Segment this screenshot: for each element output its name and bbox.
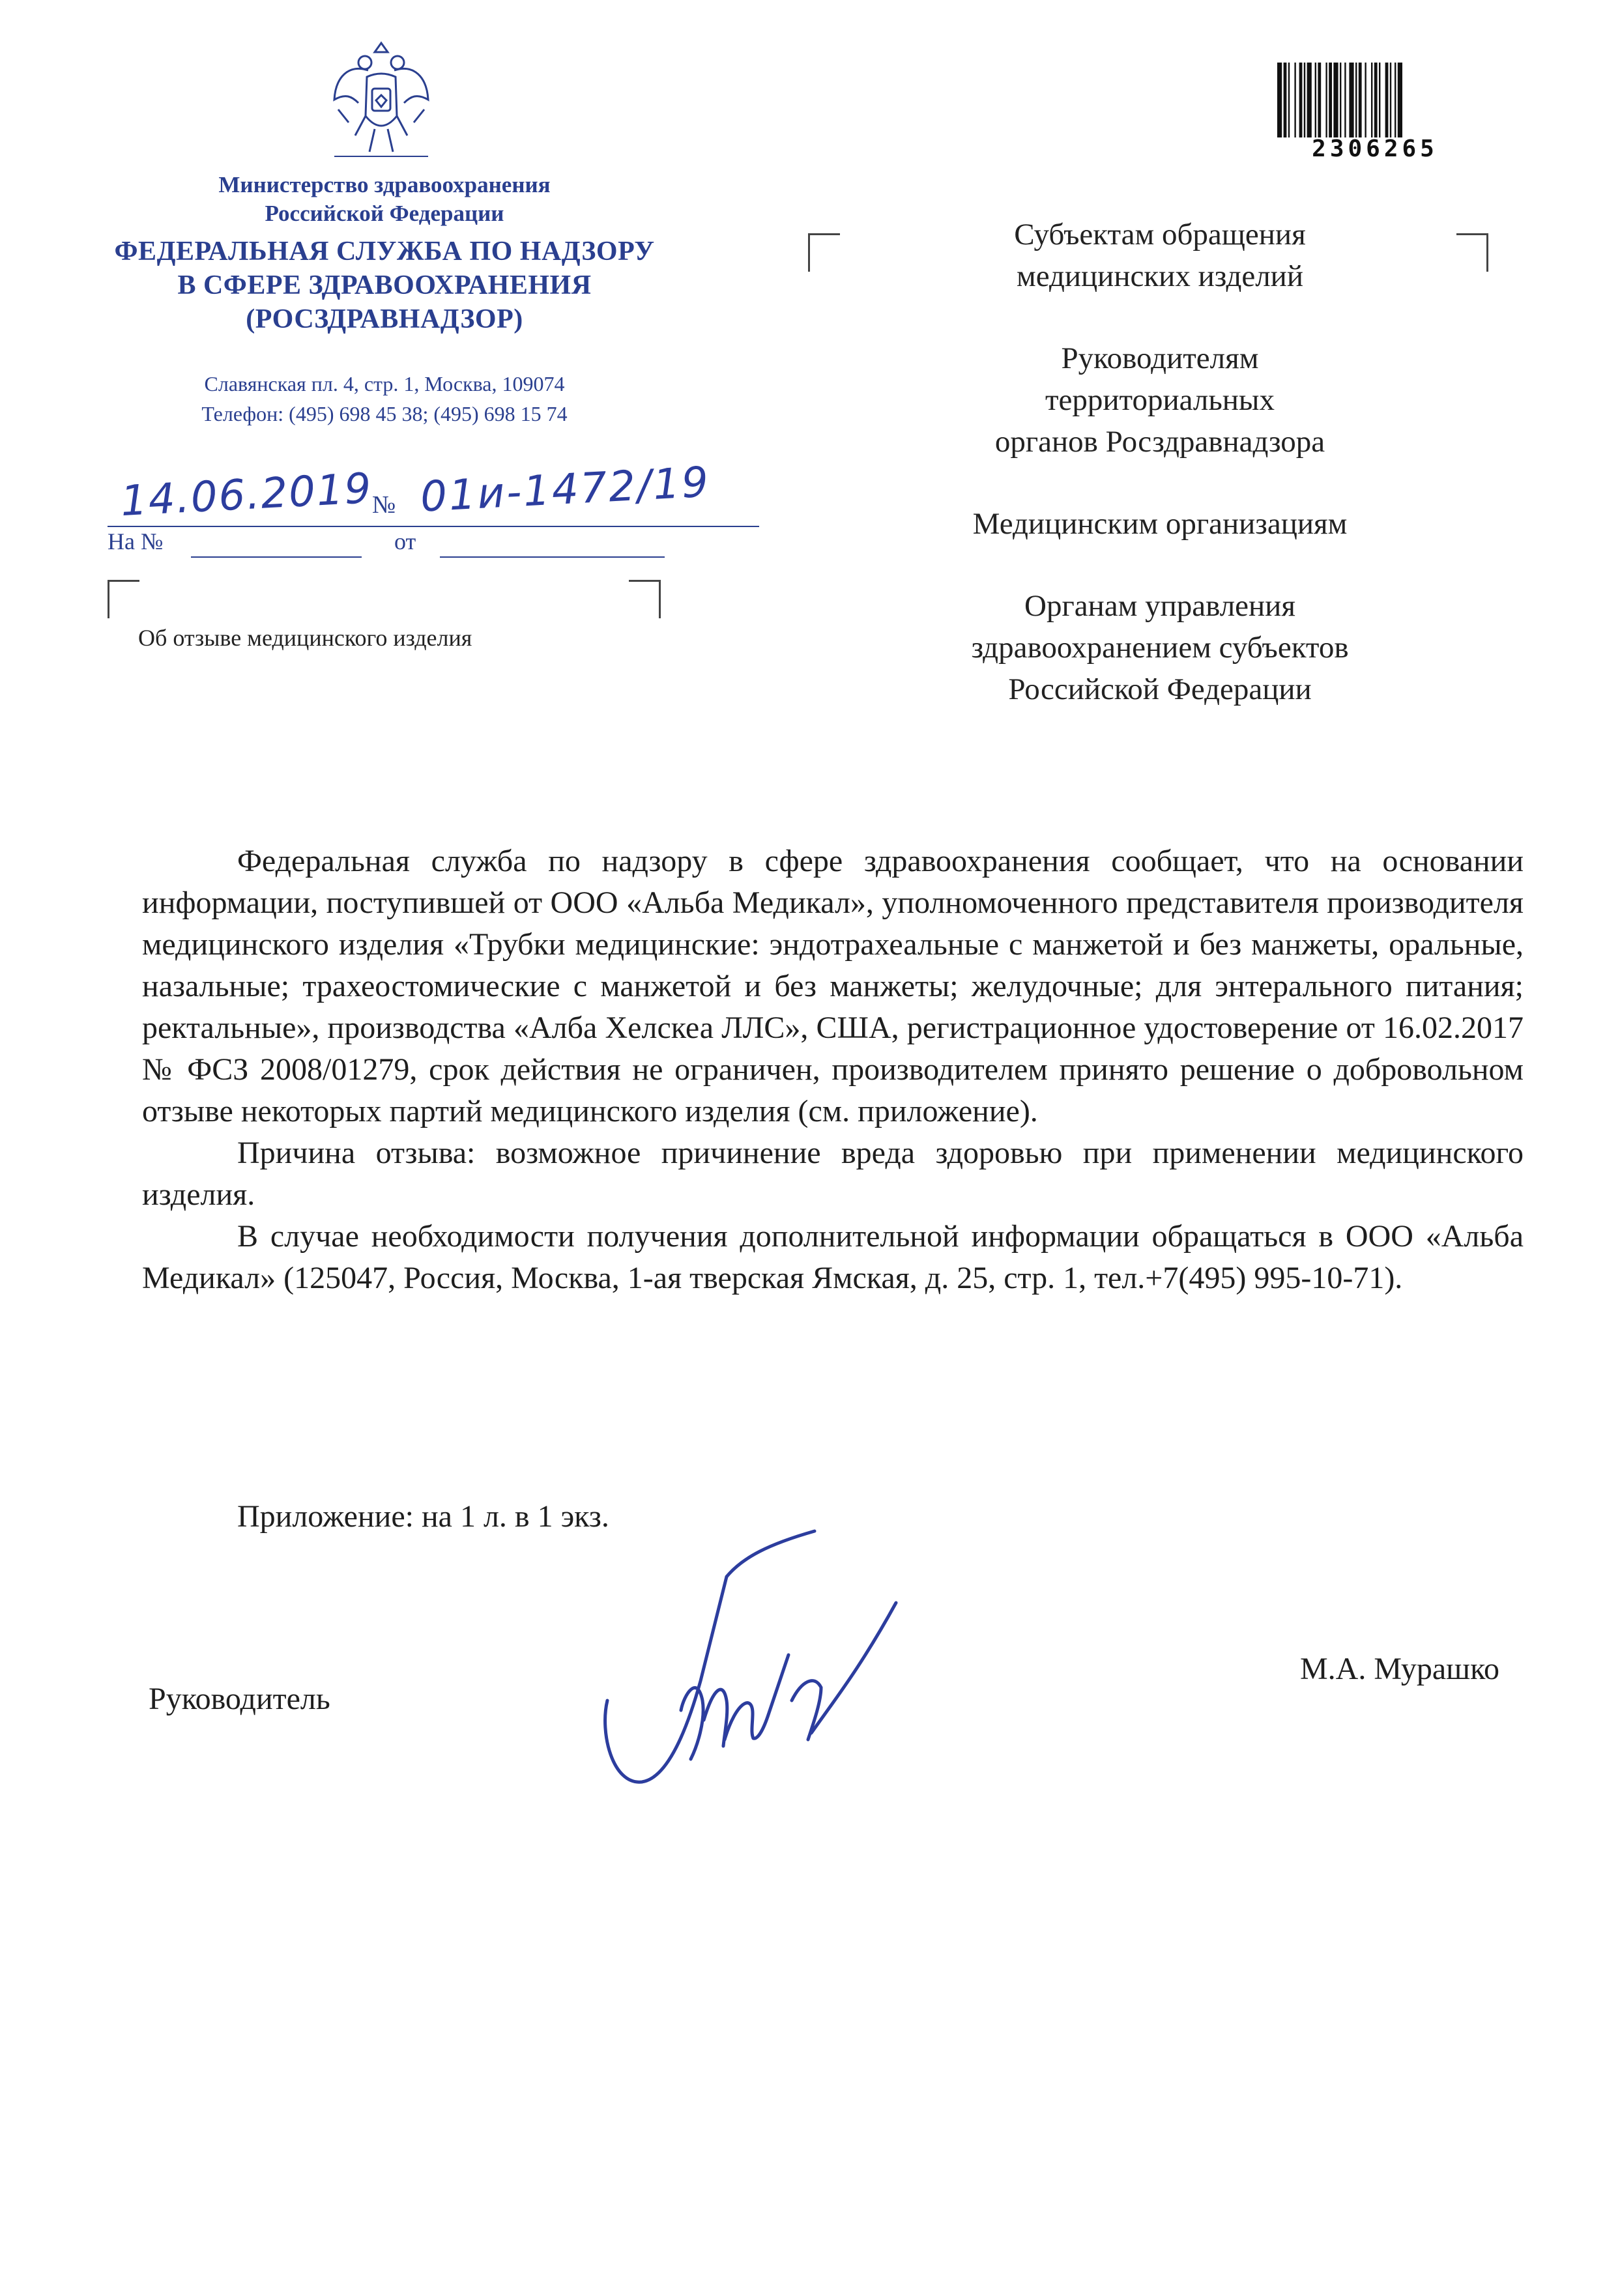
body-paragraph: Федеральная служба по надзору в сфере здравоохранения сообщает, что на основании информации, поступившей от ООО «Альба Медикал», уполномоченного представителя производителя медицинского изделия «Трубки медицинские: эндотрахеальные с манжетой и без манжеты, оральные, назальные; трахеостомические с манжетой и без манжеты; желудочные; для энтерального питания; ректальные», производства «Алба Хелскеа ЛЛС», США, регистрационное удостоверение от 16.02.2017 № ФСЗ 2008/01279, срок действия не ограничен, производителем принято решение о добровольном отзыве некоторых партий медицинского изделия (см. приложение). bbox=[142, 844, 1524, 1128]
addressee-line: территориальных bbox=[1045, 383, 1275, 417]
ministry-line: Министерство здравоохранения bbox=[218, 172, 551, 197]
reference-from-label: от bbox=[394, 528, 416, 554]
body-paragraph: Причина отзыва: возможное причинение вреда здоровью при применении медицинского изделия. bbox=[142, 1136, 1524, 1212]
addressee-line: здравоохранением субъектов bbox=[971, 631, 1349, 665]
reference-from-line bbox=[440, 556, 665, 558]
registration-underline bbox=[108, 526, 759, 527]
corner-mark bbox=[808, 233, 840, 272]
addressee-line: медицинских изделий bbox=[1016, 259, 1303, 293]
barcode-icon bbox=[1277, 63, 1473, 137]
phone: Телефон: (495) 698 45 38; (495) 698 15 74 bbox=[201, 402, 568, 425]
corner-mark bbox=[1456, 233, 1488, 272]
address: Славянская пл. 4, стр. 1, Москва, 109074 bbox=[204, 372, 565, 395]
ministry-name bbox=[98, 171, 671, 228]
barcode-number: 2306265 bbox=[1312, 136, 1438, 162]
reference-no-line bbox=[191, 556, 362, 558]
letter-body bbox=[142, 840, 1524, 1299]
addressee bbox=[906, 503, 1414, 545]
addressee-line: Медицинским организациям bbox=[972, 507, 1348, 541]
addressee-line: Органам управления bbox=[1024, 589, 1295, 623]
addressee-line: органов Росздравнадзора bbox=[994, 425, 1325, 459]
addressee-block bbox=[906, 214, 1414, 751]
service-name bbox=[98, 235, 671, 336]
addressee bbox=[906, 585, 1414, 710]
letterhead-contacts bbox=[98, 369, 671, 429]
service-line: В СФЕРЕ ЗДРАВООХРАНЕНИЯ bbox=[177, 270, 592, 300]
annex-note: Приложение: на 1 л. в 1 экз. bbox=[237, 1499, 609, 1534]
letter-subject: Об отзыве медицинского изделия bbox=[138, 625, 472, 651]
body-paragraph: В случае необходимости получения дополнительной информации обращаться в ООО «Альба Медикал» (125047, Россия, Москва, 1-ая тверская Ямская, д. 25, стр. 1, тел.+7(495) 995-10-71). bbox=[142, 1219, 1524, 1295]
registration-number: 01и-1472/19 bbox=[419, 458, 712, 522]
corner-mark bbox=[629, 580, 661, 618]
addressee-line: Субъектам обращения bbox=[1014, 218, 1306, 251]
registration-date: 14.06.2019 bbox=[119, 464, 374, 526]
service-line: ФЕДЕРАЛЬНАЯ СЛУЖБА ПО НАДЗОРУ bbox=[114, 237, 655, 266]
signature-icon bbox=[586, 1525, 977, 1850]
addressee-line: Российской Федерации bbox=[1008, 672, 1312, 706]
coat-of-arms-icon bbox=[329, 38, 433, 162]
signatory-name: М.А. Мурашко bbox=[1300, 1652, 1499, 1686]
ministry-line: Российской Федерации bbox=[265, 201, 504, 226]
service-line: (РОСЗДРАВНАДЗОР) bbox=[246, 304, 523, 334]
signatory-position: Руководитель bbox=[149, 1682, 330, 1716]
number-sign: № bbox=[372, 491, 396, 519]
corner-mark bbox=[108, 580, 139, 618]
addressee-line: Руководителям bbox=[1061, 341, 1259, 375]
addressee bbox=[906, 337, 1414, 463]
reference-row bbox=[108, 528, 681, 560]
reference-no-label: На № bbox=[108, 528, 164, 554]
addressee bbox=[906, 214, 1414, 297]
